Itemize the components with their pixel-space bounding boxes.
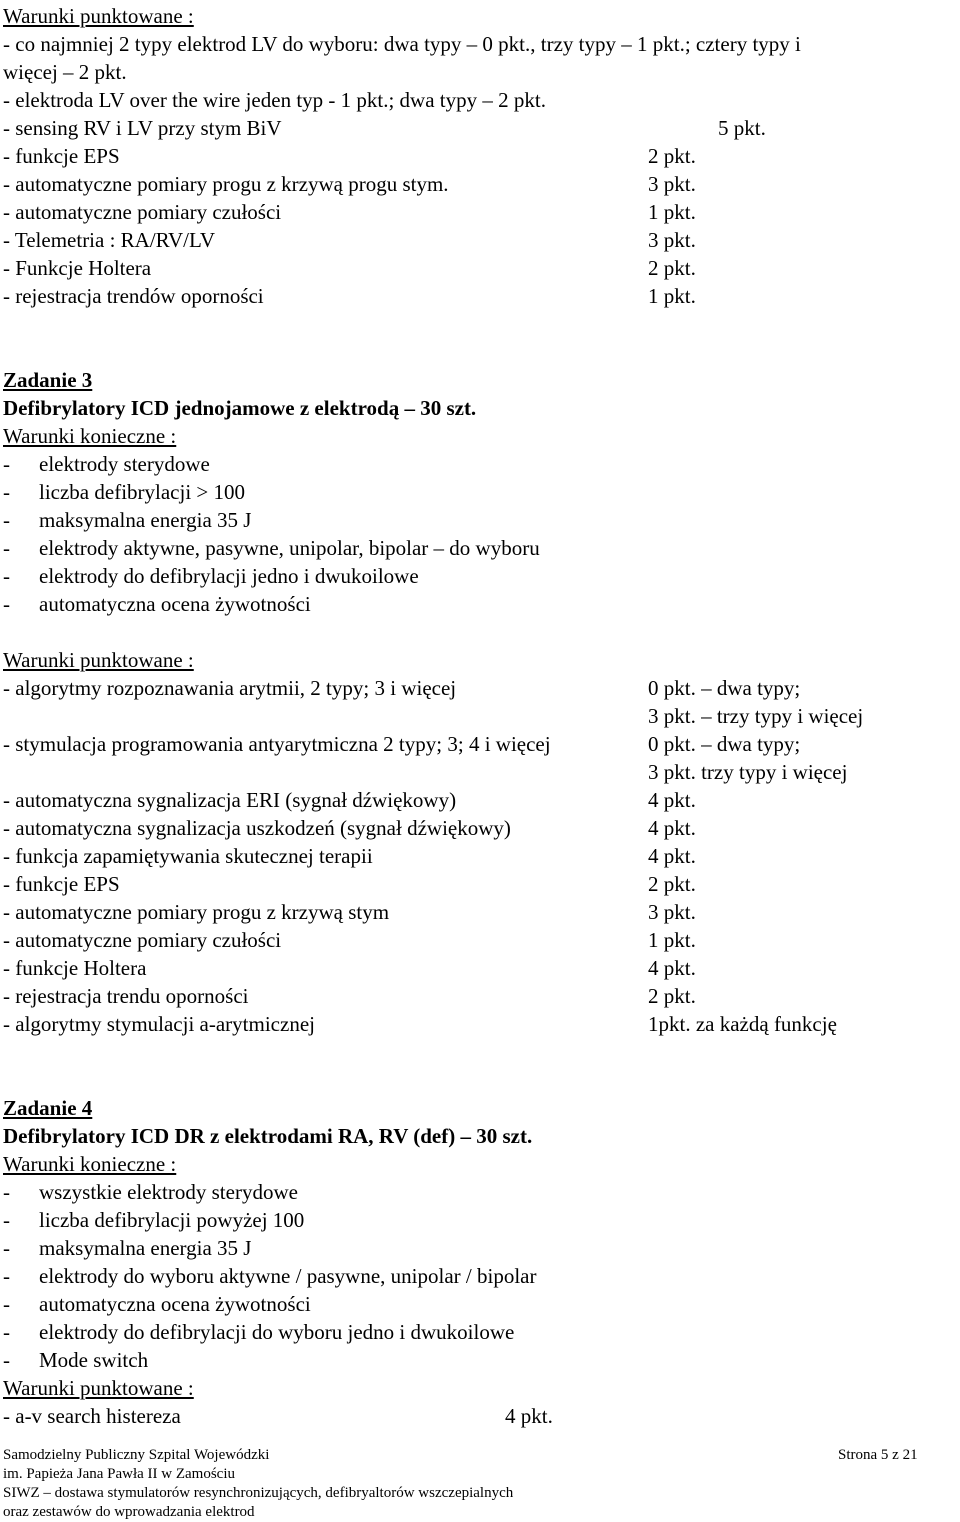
bullet-dash: - [3, 536, 10, 560]
score-label: - Telemetria : RA/RV/LV [3, 228, 216, 252]
bullet-dash: - [3, 592, 10, 616]
score-label: - Funkcje Holtera [3, 256, 152, 280]
bullet-dash: - [3, 1348, 10, 1372]
footer-line: oraz zestawów do wprowadzania elektrod [3, 1504, 255, 1520]
score-points: 1 pkt. [648, 928, 696, 952]
score-label: - automatyczne pomiary progu z krzywą progu stym. [3, 172, 449, 196]
score-label: - rejestracja trendu oporności [3, 984, 249, 1008]
section-heading: Warunki punktowane : [3, 648, 194, 672]
text-line: - elektroda LV over the wire jeden typ - 1 pkt.; dwa typy – 2 pkt. [3, 88, 546, 112]
task-subtitle: Defibrylatory ICD DR z elektrodami RA, RV (def) – 30 szt. [3, 1124, 533, 1148]
score-points: 4 pkt. [648, 788, 696, 812]
score-label: - funkcja zapamiętywania skutecznej terapii [3, 844, 373, 868]
requirement-item: automatyczna ocena żywotności [39, 592, 311, 616]
footer-line: Samodzielny Publiczny Szpital Wojewódzki [3, 1447, 270, 1463]
score-points: 5 pkt. [718, 116, 766, 140]
score-label: - funkcje EPS [3, 144, 120, 168]
task-title: Zadanie 3 [3, 368, 93, 392]
score-label: - automatyczna sygnalizacja ERI (sygnał dźwiękowy) [3, 788, 457, 812]
section-heading: Warunki punktowane : [3, 1376, 194, 1400]
bullet-dash: - [3, 1264, 10, 1288]
score-points: 4 pkt. [648, 844, 696, 868]
score-points: 4 pkt. [505, 1404, 553, 1428]
footer-line: im. Papieża Jana Pawła II w Zamościu [3, 1466, 236, 1482]
requirement-item: maksymalna energia 35 J [39, 1236, 252, 1260]
score-points: 3 pkt. trzy typy i więcej [648, 760, 848, 784]
score-points: 2 pkt. [648, 984, 696, 1008]
score-points: 0 pkt. – dwa typy; [648, 676, 801, 700]
requirement-item: elektrody do defibrylacji jedno i dwukoilowe [39, 564, 419, 588]
requirement-item: maksymalna energia 35 J [39, 508, 252, 532]
footer-line: SIWZ – dostawa stymulatorów resynchronizujących, defibryaltorów wszczepialnych [3, 1485, 514, 1501]
requirement-item: elektrody sterydowe [39, 452, 210, 476]
requirement-item: elektrody aktywne, pasywne, unipolar, bipolar – do wyboru [39, 536, 540, 560]
text-line: więcej – 2 pkt. [3, 60, 127, 84]
score-points: 1pkt. za każdą funkcję [648, 1012, 837, 1036]
score-label: - sensing RV i LV przy stym BiV [3, 116, 282, 140]
score-points: 3 pkt. [648, 900, 696, 924]
requirement-item: elektrody do wyboru aktywne / pasywne, unipolar / bipolar [39, 1264, 537, 1288]
task-subtitle: Defibrylatory ICD jednojamowe z elektrodą – 30 szt. [3, 396, 477, 420]
score-points: 2 pkt. [648, 256, 696, 280]
bullet-dash: - [3, 1292, 10, 1316]
score-points: 4 pkt. [648, 816, 696, 840]
score-label: - automatyczne pomiary czułości [3, 200, 282, 224]
score-label: - algorytmy rozpoznawania arytmii, 2 typy; 3 i więcej [3, 676, 457, 700]
task-title: Zadanie 4 [3, 1096, 93, 1120]
section-heading: Warunki punktowane : [3, 4, 194, 28]
score-label: - stymulacja programowania antyarytmiczna 2 typy; 3; 4 i więcej [3, 732, 551, 756]
score-points: 0 pkt. – dwa typy; [648, 732, 801, 756]
bullet-dash: - [3, 508, 10, 532]
requirement-item: elektrody do defibrylacji do wyboru jedno i dwukoilowe [39, 1320, 515, 1344]
section-heading: Warunki konieczne : [3, 1152, 177, 1176]
score-points: 2 pkt. [648, 144, 696, 168]
score-points: 1 pkt. [648, 284, 696, 308]
score-label: - funkcje EPS [3, 872, 120, 896]
requirement-item: liczba defibrylacji powyżej 100 [39, 1208, 305, 1232]
score-points: 4 pkt. [648, 956, 696, 980]
page-number: Strona 5 z 21 [838, 1447, 918, 1463]
score-points: 3 pkt. [648, 172, 696, 196]
requirement-item: Mode switch [39, 1348, 149, 1372]
bullet-dash: - [3, 1236, 10, 1260]
bullet-dash: - [3, 1320, 10, 1344]
score-label: - a-v search histereza [3, 1404, 181, 1428]
score-points: 2 pkt. [648, 872, 696, 896]
score-label: - automatyczne pomiary progu z krzywą stym [3, 900, 390, 924]
bullet-dash: - [3, 452, 10, 476]
section-heading: Warunki konieczne : [3, 424, 177, 448]
bullet-dash: - [3, 564, 10, 588]
score-label: - rejestracja trendów oporności [3, 284, 264, 308]
bullet-dash: - [3, 1208, 10, 1232]
bullet-dash: - [3, 480, 10, 504]
text-line: - co najmniej 2 typy elektrod LV do wyboru: dwa typy – 0 pkt., trzy typy – 1 pkt.; cztery typy i [3, 32, 801, 56]
requirement-item: wszystkie elektrody sterydowe [39, 1180, 298, 1204]
score-points: 3 pkt. – trzy typy i więcej [648, 704, 864, 728]
requirement-item: automatyczna ocena żywotności [39, 1292, 311, 1316]
requirement-item: liczba defibrylacji > 100 [39, 480, 246, 504]
score-label: - automatyczne pomiary czułości [3, 928, 282, 952]
score-label: - funkcje Holtera [3, 956, 147, 980]
score-label: - algorytmy stymulacji a-arytmicznej [3, 1012, 315, 1036]
score-points: 1 pkt. [648, 200, 696, 224]
score-points: 3 pkt. [648, 228, 696, 252]
bullet-dash: - [3, 1180, 10, 1204]
score-label: - automatyczna sygnalizacja uszkodzeń (sygnał dźwiękowy) [3, 816, 511, 840]
